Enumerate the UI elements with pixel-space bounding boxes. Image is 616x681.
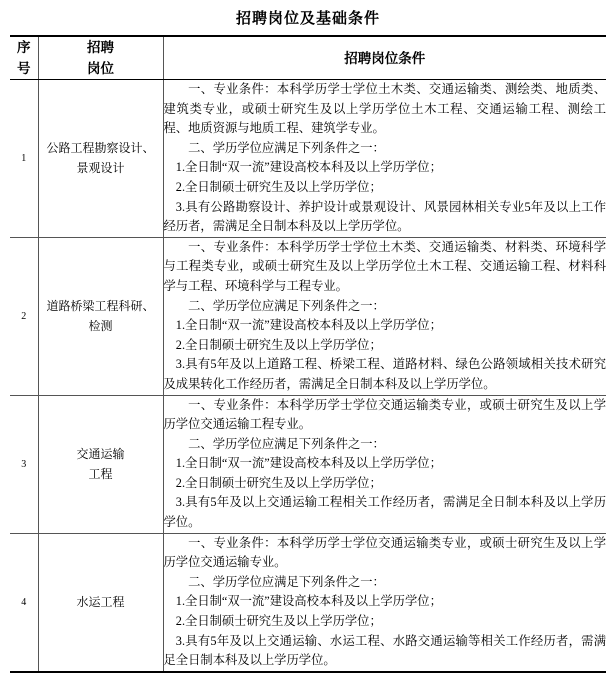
column-header-conditions: 招聘岗位条件 [163, 36, 606, 80]
row-post-name [38, 237, 163, 395]
row-post-name-line2: 检测 [88, 319, 113, 334]
column-header-post-line2: 岗位 [87, 61, 114, 76]
condition-paragraph-major: 一、专业条件：本科学历学士学位土木类、交通运输类、材料类、环境科学与工程类专业，或硕士研究生及以上学历学位土木工程、交通运输工程、材料科学与工程、环境科学与工程专业。 [163, 239, 606, 293]
row-conditions [163, 395, 606, 533]
column-header-post-line1: 招聘 [87, 40, 114, 55]
recruitment-table [10, 35, 606, 673]
row-post-name [38, 80, 163, 238]
table-body [10, 80, 606, 672]
row-sequence-number: 4 [10, 533, 38, 672]
page-title: 招聘岗位及基础条件 [235, 11, 380, 27]
condition-item-2: 2.全日制硕士研究生及以上学历学位； [175, 475, 382, 490]
condition-paragraph-major: 一、专业条件：本科学历学士学位土木类、交通运输类、测绘类、地质类、建筑类专业，或硕士研究生及以上学历学位土木工程、交通运输工程、测绘工程、地质资源与地质工程、建筑学专业。 [163, 82, 606, 136]
column-header-sequence-line1: 序 [17, 40, 31, 55]
column-header-post [38, 36, 163, 80]
condition-item-3: 3.具有5年及以上交通运输工程相关工作经历者，需满足全日制本科及以上学历学位。 [163, 495, 606, 530]
row-conditions [163, 533, 606, 672]
condition-item-2: 2.全日制硕士研究生及以上学历学位； [175, 614, 382, 629]
condition-paragraph-degree: 二、学历学位应满足下列条件之一： [188, 140, 385, 155]
table-row [10, 80, 606, 238]
table-row [10, 395, 606, 533]
row-sequence-number: 1 [21, 152, 27, 164]
condition-item-1: 1.全日制“双一流”建设高校本科及以上学历学位； [175, 160, 442, 175]
row-post-name-line2: 工程 [88, 467, 113, 482]
condition-item-3: 3.具有公路勘察设计、养护设计或景观设计、风景园林相关专业5年及以上工作经历者，需满足全日制本科及以上学历学位。 [163, 199, 606, 234]
condition-paragraph-degree: 二、学历学位应满足下列条件之一： [188, 574, 385, 589]
condition-item-2: 2.全日制硕士研究生及以上学历学位； [175, 179, 382, 194]
condition-item-1: 1.全日制“双一流”建设高校本科及以上学历学位； [175, 456, 442, 471]
row-post-name [38, 395, 163, 533]
table-header-row [10, 36, 606, 80]
condition-item-1: 1.全日制“双一流”建设高校本科及以上学历学位； [175, 318, 442, 333]
condition-paragraph-degree: 二、学历学位应满足下列条件之一： [188, 298, 385, 313]
row-conditions [163, 237, 606, 395]
row-post-name-line1: 公路工程勘察设计、 [46, 141, 155, 156]
row-post-name-line1: 道路桥梁工程科研、 [46, 299, 155, 314]
row-post-name-line1: 交通运输 [76, 447, 125, 462]
row-post-name-line2: 景观设计 [76, 161, 125, 176]
row-sequence-number: 3 [10, 395, 38, 533]
condition-paragraph-major: 一、专业条件：本科学历学士学位交通运输类专业，或硕士研究生及以上学历学位交通运输专业。 [163, 535, 606, 570]
column-header-sequence-line2: 号 [17, 61, 31, 76]
condition-paragraph-degree: 二、学历学位应满足下列条件之一： [188, 436, 385, 451]
column-header-sequence [10, 36, 38, 80]
row-post-name [38, 533, 163, 672]
condition-item-3: 3.具有5年及以上道路工程、桥梁工程、道路材料、绿色公路领域相关技术研究及成果转化工作经历者，需满足全日制本科及以上学历学位。 [163, 357, 606, 391]
row-sequence-number: 2 [10, 237, 38, 395]
condition-item-1: 1.全日制“双一流”建设高校本科及以上学历学位； [175, 594, 442, 609]
row-post-name-line1: 水运工程 [76, 595, 125, 610]
row-conditions [163, 80, 606, 238]
table-row [10, 533, 606, 672]
table-row [10, 237, 606, 395]
condition-paragraph-major: 一、专业条件：本科学历学士学位交通运输类专业，或硕士研究生及以上学历学位交通运输工程专业。 [163, 397, 606, 432]
condition-item-3: 3.具有5年及以上交通运输、水运工程、水路交通运输等相关工作经历者，需满足全日制本科及以上学历学位。 [163, 633, 606, 668]
condition-item-2: 2.全日制硕士研究生及以上学历学位； [175, 337, 382, 352]
